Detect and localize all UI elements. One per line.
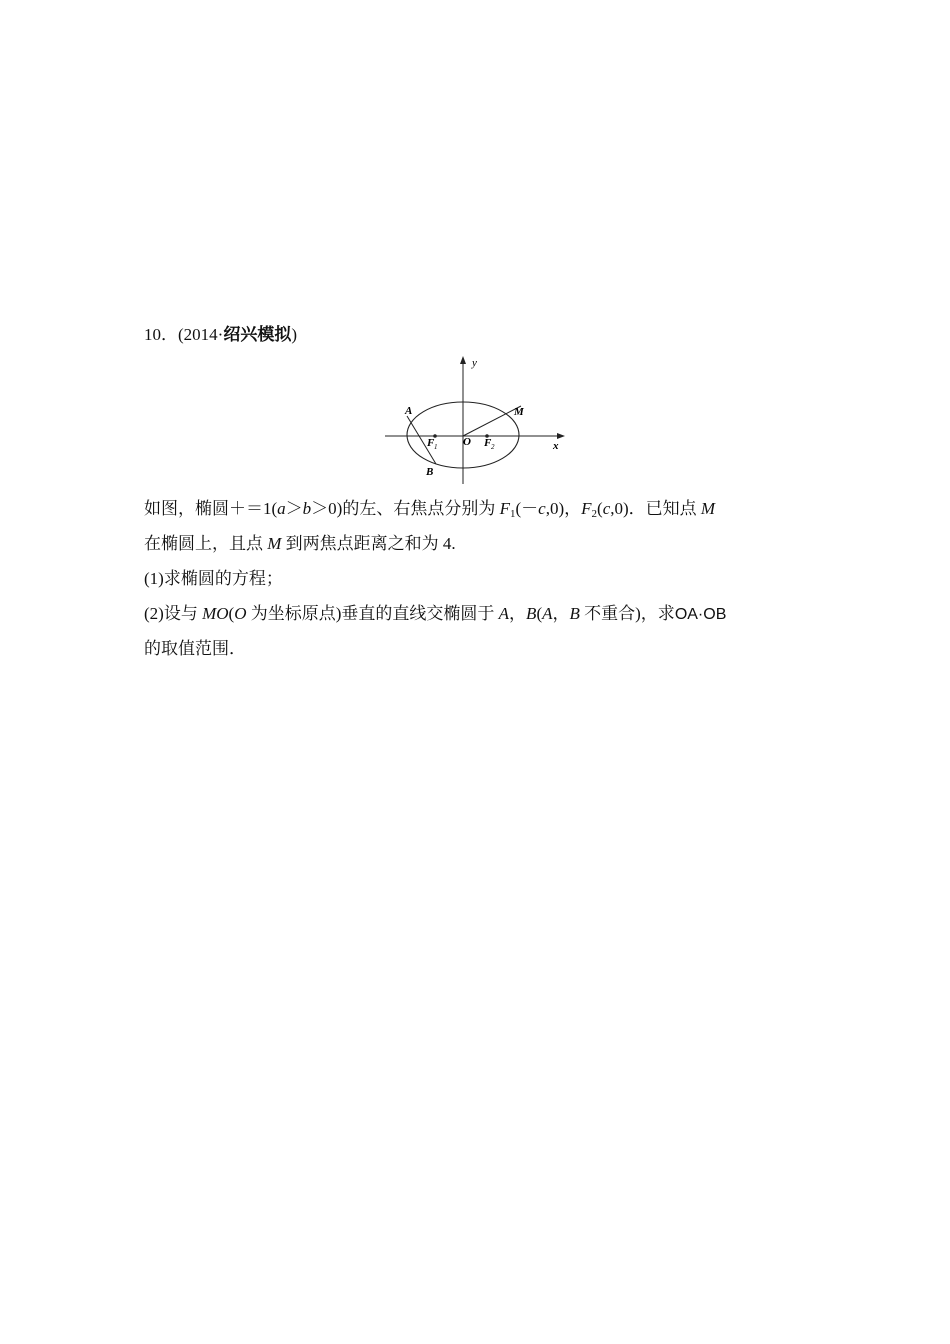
problem-part-2-cont: 的取值范围． — [144, 639, 246, 658]
label-f1-sub: 1 — [434, 443, 438, 451]
label-o: O — [463, 436, 471, 448]
label-m: M — [514, 406, 524, 418]
problem-header — [144, 324, 297, 346]
label-b: B — [426, 466, 434, 478]
problem-part-2: (2)设与 MO(O 为坐标原点)垂直的直线交椭圆于 A，B(A，B 不重合)，求OA·OB — [144, 604, 727, 623]
x-axis-arrow — [557, 433, 565, 439]
label-x: x — [553, 440, 559, 452]
label-f2-sub: 2 — [491, 443, 495, 451]
problem-part-1: (1)求椭圆的方程； — [144, 569, 283, 588]
label-y: y — [472, 357, 477, 369]
line-om — [463, 406, 521, 436]
problem-text-line-1: 如图，椭圆＋＝1(a＞b＞0)的左、右焦点分别为 $F_1(-c,0)$，$F_2(c,0)$．已知点 M — [144, 499, 716, 520]
problem-source-open: (2014· — [178, 325, 224, 344]
label-f1: F — [427, 437, 435, 449]
y-axis-arrow — [460, 356, 466, 364]
problem-number: 10． — [144, 325, 178, 344]
ellipse-figure — [383, 354, 567, 486]
vector-dot-product: OA·OB — [674, 606, 727, 623]
label-f2: F — [484, 437, 492, 449]
label-a: A — [405, 405, 413, 417]
problem-text-line-2: 在椭圆上，且点 M 到两焦点距离之和为 4. — [144, 534, 456, 553]
problem-source-place: 绍兴模拟 — [223, 325, 292, 344]
problem-source-close: ) — [291, 325, 297, 344]
